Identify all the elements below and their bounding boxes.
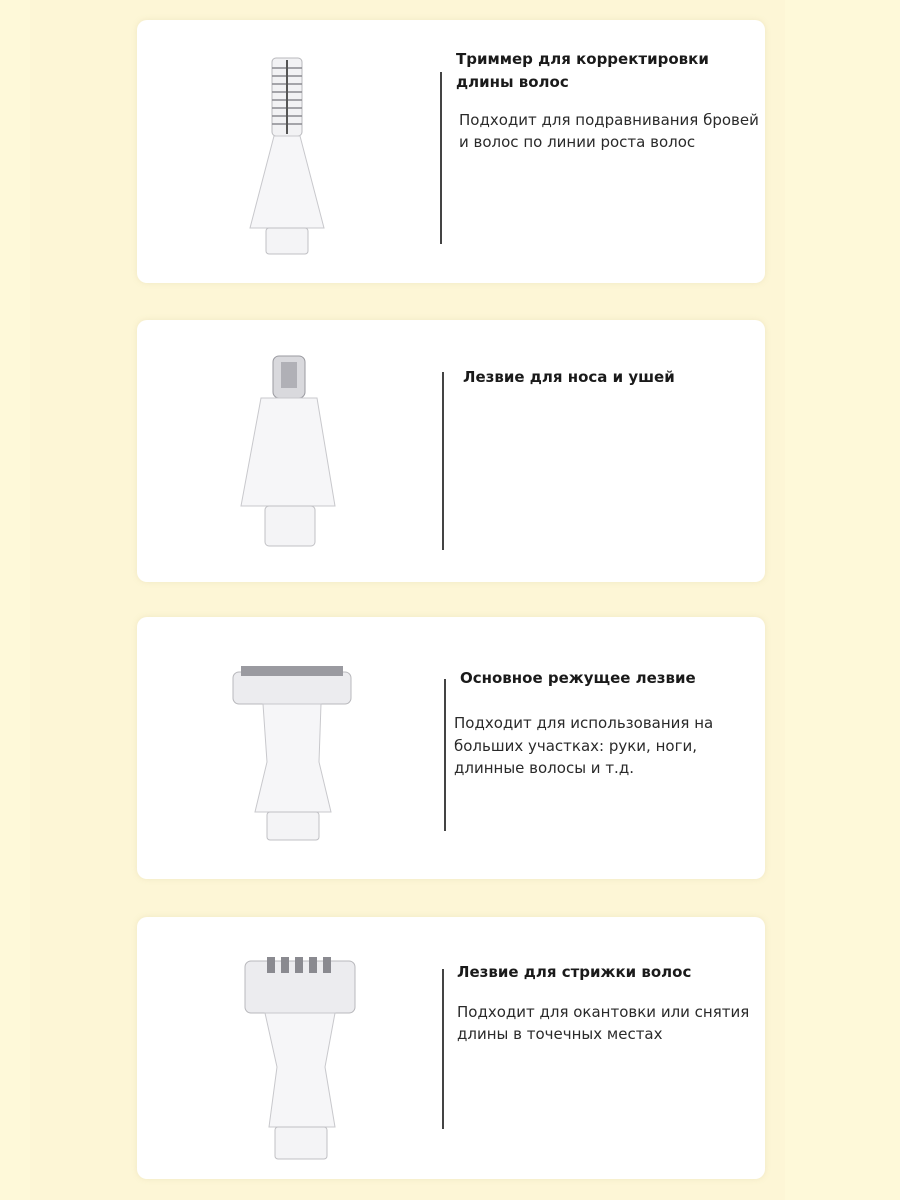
card-description-line2: длины в точечных местах	[457, 1025, 663, 1043]
card-divider	[442, 969, 444, 1129]
card-description: Подходит для окантовки или снятия	[457, 1003, 750, 1021]
nose-ear-trimmer-head-icon	[239, 356, 359, 556]
hair-clipper-head-icon	[245, 957, 365, 1167]
right-margin	[785, 0, 900, 1200]
card-divider	[440, 72, 442, 244]
card-nose-ear-trimmer	[137, 320, 765, 582]
card-description-line2: и волос по линии роста волос	[459, 133, 696, 151]
eyebrow-trimmer-head-icon	[242, 58, 332, 268]
card-hair-clipper	[137, 917, 765, 1179]
card-title: Триммер для корректировки	[456, 50, 709, 68]
card-foil-shaver	[137, 617, 765, 879]
card-description: Подходит для подравнивания бровей	[459, 111, 759, 129]
card-description-line2: больших участках: руки, ноги,	[454, 737, 697, 755]
foil-shaver-head-icon	[233, 662, 363, 852]
card-title: Основное режущее лезвие	[460, 669, 696, 687]
card-description: Подходит для использования на	[454, 714, 714, 732]
card-divider	[442, 372, 444, 550]
card-title: Лезвие для стрижки волос	[457, 963, 692, 981]
left-margin	[0, 0, 30, 1200]
card-description-line3: длинные волосы и т.д.	[454, 759, 634, 777]
card-title-line2: длины волос	[456, 73, 569, 91]
card-divider	[444, 679, 446, 831]
card-eyebrow-trimmer	[137, 20, 765, 283]
card-title: Лезвие для носа и ушей	[463, 368, 675, 386]
